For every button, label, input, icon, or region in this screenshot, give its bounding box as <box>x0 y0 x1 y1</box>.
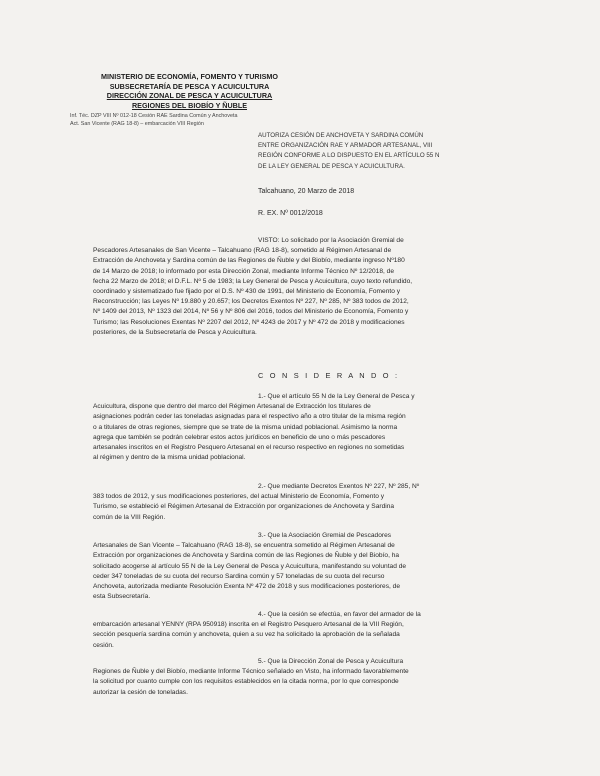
considerando-5 <box>93 657 521 698</box>
visto-paragraph <box>93 236 521 338</box>
zonal-direction-name: DIRECCIÓN ZONAL DE PESCA Y ACUICULTURA <box>106 91 273 101</box>
paragraph-line: Pescadores Artesanales de San Vicente – Talcahuano (RAG 18-8), sometido al Régimen Artesanal de <box>93 247 392 255</box>
paragraph-line: agrega que también se podrán celebrar estos actos jurídicos en beneficio de uno o más pescadores <box>93 433 386 441</box>
paragraph-line: VISTO: Lo solicitado por la Asociación Gremial de <box>258 237 404 244</box>
paragraph-line: asignaciones podrán ceder las toneladas asignadas para el respectivo año a otro titular de la misma región <box>93 413 406 421</box>
paragraph-line: o a titulares de otras regiones, siempre que se trate de la misma unidad poblacional. Asimismo la norma <box>93 423 398 431</box>
paragraph-line: Nº 1409 del 2013, Nº 1323 del 2014, Nº 56 y Nº 806 del 2016, todos del Ministerio de Economía, Fomento y <box>93 308 409 316</box>
ministry-name: MINISTERIO DE ECONOMÍA, FOMENTO Y TURISMO <box>101 72 278 81</box>
paragraph-line: Turismo; las Resoluciones Exentas Nº 2207 del 2012, Nº 4243 de 2017 y Nº 472 de 2018 y modificaciones <box>93 318 405 326</box>
subject-line: AUTORIZA CESIÓN DE ANCHOVETA Y SARDINA COMÚN <box>258 132 424 139</box>
paragraph-line: fecha 22 Marzo de 2018; el D.F.L. Nº 5 de 1983; la Ley General de Pesca y Acuicultura, cuyo texto refundido, <box>93 277 413 285</box>
place-date: Talcahuano, 20 Marzo de 2018 <box>258 188 355 195</box>
paragraph-line: 3.- Que la Asociación Gremial de Pescadores <box>258 532 392 539</box>
paragraph-line: solicitado acogerse al artículo 55 N de la Ley General de Pesca y Acuicultura, manifestando su voluntad de <box>93 562 407 570</box>
paragraph-line: 5.- Que la Dirección Zonal de Pesca y Acuicultura <box>258 658 404 665</box>
paragraph-line: 1.- Que el artículo 55 N de la Ley General de Pesca y <box>258 393 415 400</box>
paragraph-line: Regiones de Ñuble y del Biobío, mediante Informe Técnico señalado en Visto, ha informado favorablemente <box>93 668 409 676</box>
paragraph-line: ceder 347 toneladas de su cuota del recurso Sardina común y 57 toneladas de su cuota del recurso <box>93 572 385 580</box>
considerando-heading: C O N S I D E R A N D O : <box>258 371 400 380</box>
reference-lines <box>70 112 237 128</box>
reference-line: Inf. Téc. DZP VIII Nº 012-18 Cesión RAE Sardina Común y Anchoveta <box>70 113 238 119</box>
paragraph-line: posteriores, de la Subsecretaría de Pesca y Acuicultura. <box>93 328 257 336</box>
paragraph-line: Extracción de Anchoveta y Sardina común de las Regiones de Ñuble y del Biobío, mediante ingreso Nº180 <box>93 257 405 265</box>
considerando-1 <box>93 392 521 463</box>
paragraph-line: Extracción por organizaciones de Anchoveta y Sardina común de las Regiones de Ñuble y del Biobío, ha <box>93 552 400 560</box>
considerando-4 <box>93 610 521 651</box>
paragraph-line: embarcación artesanal YENNY (RPA 950918) inscrita en el Registro Pesquero Artesanal de la VIII Región, <box>93 621 404 629</box>
considerando-3 <box>93 531 521 602</box>
subject-line: DE LA LEY GENERAL DE PESCA Y ACUICULTURA. <box>258 162 405 170</box>
paragraph-line: Artesanales de San Vicente – Talcahuano (RAG 18-8), se encuentra sometido al Régimen Artesanal de <box>93 542 395 550</box>
exempt-resolution-number: R. EX. Nº 0012/2018 <box>258 210 323 217</box>
paragraph-line: la solicitud por cuanto cumple con los requisitos establecidos en la citada norma, por lo que corresponde <box>93 678 399 686</box>
paragraph-line: cesión. <box>93 641 114 649</box>
paragraph-line: sección pesquería sardina común y anchoveta, quien a su vez ha solicitado la aprobación de la señalada <box>93 631 400 639</box>
resolution-subject <box>258 131 498 172</box>
reference-line: Act. San Vicente (RAG 18-8) – embarcación VIII Región <box>70 121 204 127</box>
paragraph-line: 2.- Que mediante Decretos Exentos Nº 227, Nº 285, Nº <box>258 483 420 490</box>
ministry-header <box>92 72 287 110</box>
paragraph-line: 383 todos de 2012, y sus modificaciones posteriores, del actual Ministerio de Economía, Fomento y <box>93 493 385 501</box>
subject-line: ENTRE ORGANIZACIÓN RAE Y ARMADOR ARTESANAL, VIII <box>258 142 433 150</box>
paragraph-line: Anchoveta, autorizada mediante Resolución Exenta Nº 472 de 2018 y sus modificaciones posteriores, de <box>93 583 401 591</box>
paragraph-line: al régimen y dentro de la misma unidad poblacional. <box>93 454 246 462</box>
paragraph-line: de 14 Marzo de 2018; lo informado por esta Dirección Zonal, mediante Informe Técnico Nº 12/2018, de <box>93 267 395 275</box>
subsecretariat-name: SUBSECRETARÍA DE PESCA Y ACUICULTURA <box>109 81 270 91</box>
subject-line: REGIÓN CONFORME A LO DISPUESTO EN EL ARTÍCULO 55 N <box>258 152 440 160</box>
paragraph-line: Acuicultura, dispone que dentro del marco del Régimen Artesanal de Extracción los titulares de <box>93 403 371 411</box>
paragraph-line: Turismo, se estableció el Régimen Artesanal de Extracción por organizaciones de Anchoveta y Sardina <box>93 503 395 511</box>
paragraph-line: 4.- Que la cesión se efectúa, en favor del armador de la <box>258 611 421 618</box>
paragraph-line: común de la VIII Región. <box>93 513 166 521</box>
paragraph-line: autorizar la cesión de toneladas. <box>93 688 188 696</box>
paragraph-line: artesanales inscritos en el Registro Pesquero Artesanal en el recurso respectivo en regiones no sometidas <box>93 444 405 452</box>
paragraph-line: Reconstrucción; las Leyes Nº 19.880 y 20.657; los Decretos Exentos Nº 227, Nº 285, Nº 383 todos de 2012, <box>93 298 409 306</box>
considerando-2 <box>93 482 521 523</box>
paragraph-line: coordinado y sistematizado fue fijado por el D.S. Nº 430 de 1991, del Ministerio de Economía, Fomento y <box>93 288 400 296</box>
regions-name: REGIONES DEL BIOBÍO Y ÑUBLE <box>131 100 248 110</box>
paragraph-line: esta Subsecretaría. <box>93 593 151 601</box>
